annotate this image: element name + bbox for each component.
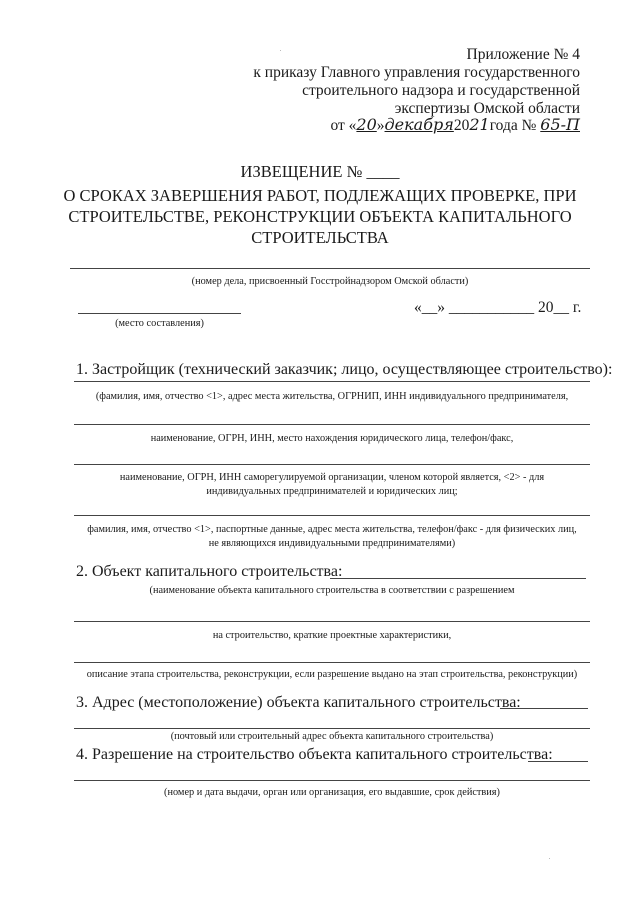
appendix-number: Приложение № 4 (466, 46, 580, 63)
order-number: 65-П (540, 115, 580, 134)
section-1-hint: фамилия, имя, отчество <1>, паспортные данные, адрес места жительства, телефон/факс - для физических лиц, (87, 524, 577, 535)
fill-line (74, 621, 590, 622)
fill-line (528, 761, 588, 762)
section-3-heading: 3. Адрес (местоположение) объекта капитального строительства: (76, 694, 521, 711)
notice-subtitle: О СРОКАХ ЗАВЕРШЕНИЯ РАБОТ, ПОДЛЕЖАЩИХ ПРОВЕРКЕ, ПРИ (63, 186, 577, 205)
section-1-hint: наименование, ОГРН, ИНН саморегулируемой организации, членом которой является, <2> - для (119, 472, 545, 483)
section-2-hint: на строительство, краткие проектные характеристики, (212, 630, 452, 641)
section-3-hint: (почтовый или строительный адрес объекта капитального строительства) (170, 731, 494, 742)
fill-line (74, 780, 590, 781)
appendix-order-line: к приказу Главного управления государственного (253, 64, 580, 81)
scan-speck (280, 50, 281, 51)
fill-line (74, 464, 590, 465)
notice-subtitle: СТРОИТЕЛЬСТВЕ, РЕКОНСТРУКЦИИ ОБЪЕКТА КАПИТАЛЬНОГО (68, 207, 572, 226)
date-month: декабря (384, 115, 454, 134)
date-year: 21 (469, 115, 490, 134)
section-2-heading (76, 563, 342, 581)
appendix-date-line (330, 116, 580, 134)
appendix-order-line: строительного надзора и государственной (302, 82, 580, 99)
date-year-prefix: 20 (453, 117, 470, 134)
fill-line (74, 424, 590, 425)
fill-line (74, 515, 590, 516)
section-4-hint: (номер и дата выдачи, орган или организация, его выдавшие, срок действия) (164, 787, 500, 798)
place-line (78, 313, 241, 314)
notice-subtitle: СТРОИТЕЛЬСТВА (251, 228, 389, 247)
fill-line (74, 381, 590, 382)
section-1-hint: (фамилия, имя, отчество <1>, адрес места жительства, ОГРНИП, ИНН индивидуального предпринимателя, (95, 391, 569, 402)
fill-line (500, 708, 588, 709)
date-day: 20 (356, 115, 377, 134)
scan-speck (549, 858, 550, 859)
date-suffix: года № (489, 117, 537, 134)
case-number-hint: (номер дела, присвоенный Госстройнадзором Омской области) (191, 276, 469, 287)
section-1-heading: 1. Застройщик (технический заказчик; лицо, осуществляющее строительство): (76, 361, 613, 378)
date-mid: » (376, 117, 385, 134)
section-2-label: 2. Объект капитального строительства: (76, 563, 343, 580)
appendix-order-line: экспертизы Омской области (394, 100, 580, 117)
section-2-hint: (наименование объекта капитального строительства в соответствии с разрешением (149, 585, 515, 596)
case-number-line (70, 268, 590, 269)
fill-line (74, 662, 590, 663)
section-1-hint: не являющихся индивидуальными предпринимателями) (208, 538, 456, 549)
section-2-hint: описание этапа строительства, реконструкции, если разрешение выдано на этап строительства, реконструкции) (86, 669, 578, 680)
place-hint: (место составления) (115, 318, 204, 329)
fill-line (74, 728, 590, 729)
section-1-hint: наименование, ОГРН, ИНН, место нахождения юридического лица, телефон/факс, (150, 433, 514, 444)
section-4-heading: 4. Разрешение на строительство объекта капитального строительства: (76, 746, 553, 763)
fill-line (330, 578, 586, 579)
date-prefix: от « (330, 117, 357, 134)
notice-title: ИЗВЕЩЕНИЕ № ____ (240, 162, 400, 181)
date-fill-line: «__» ___________ 20__ г. (414, 299, 582, 316)
section-1-hint: индивидуальных предпринимателей и юридических лиц; (206, 486, 458, 497)
